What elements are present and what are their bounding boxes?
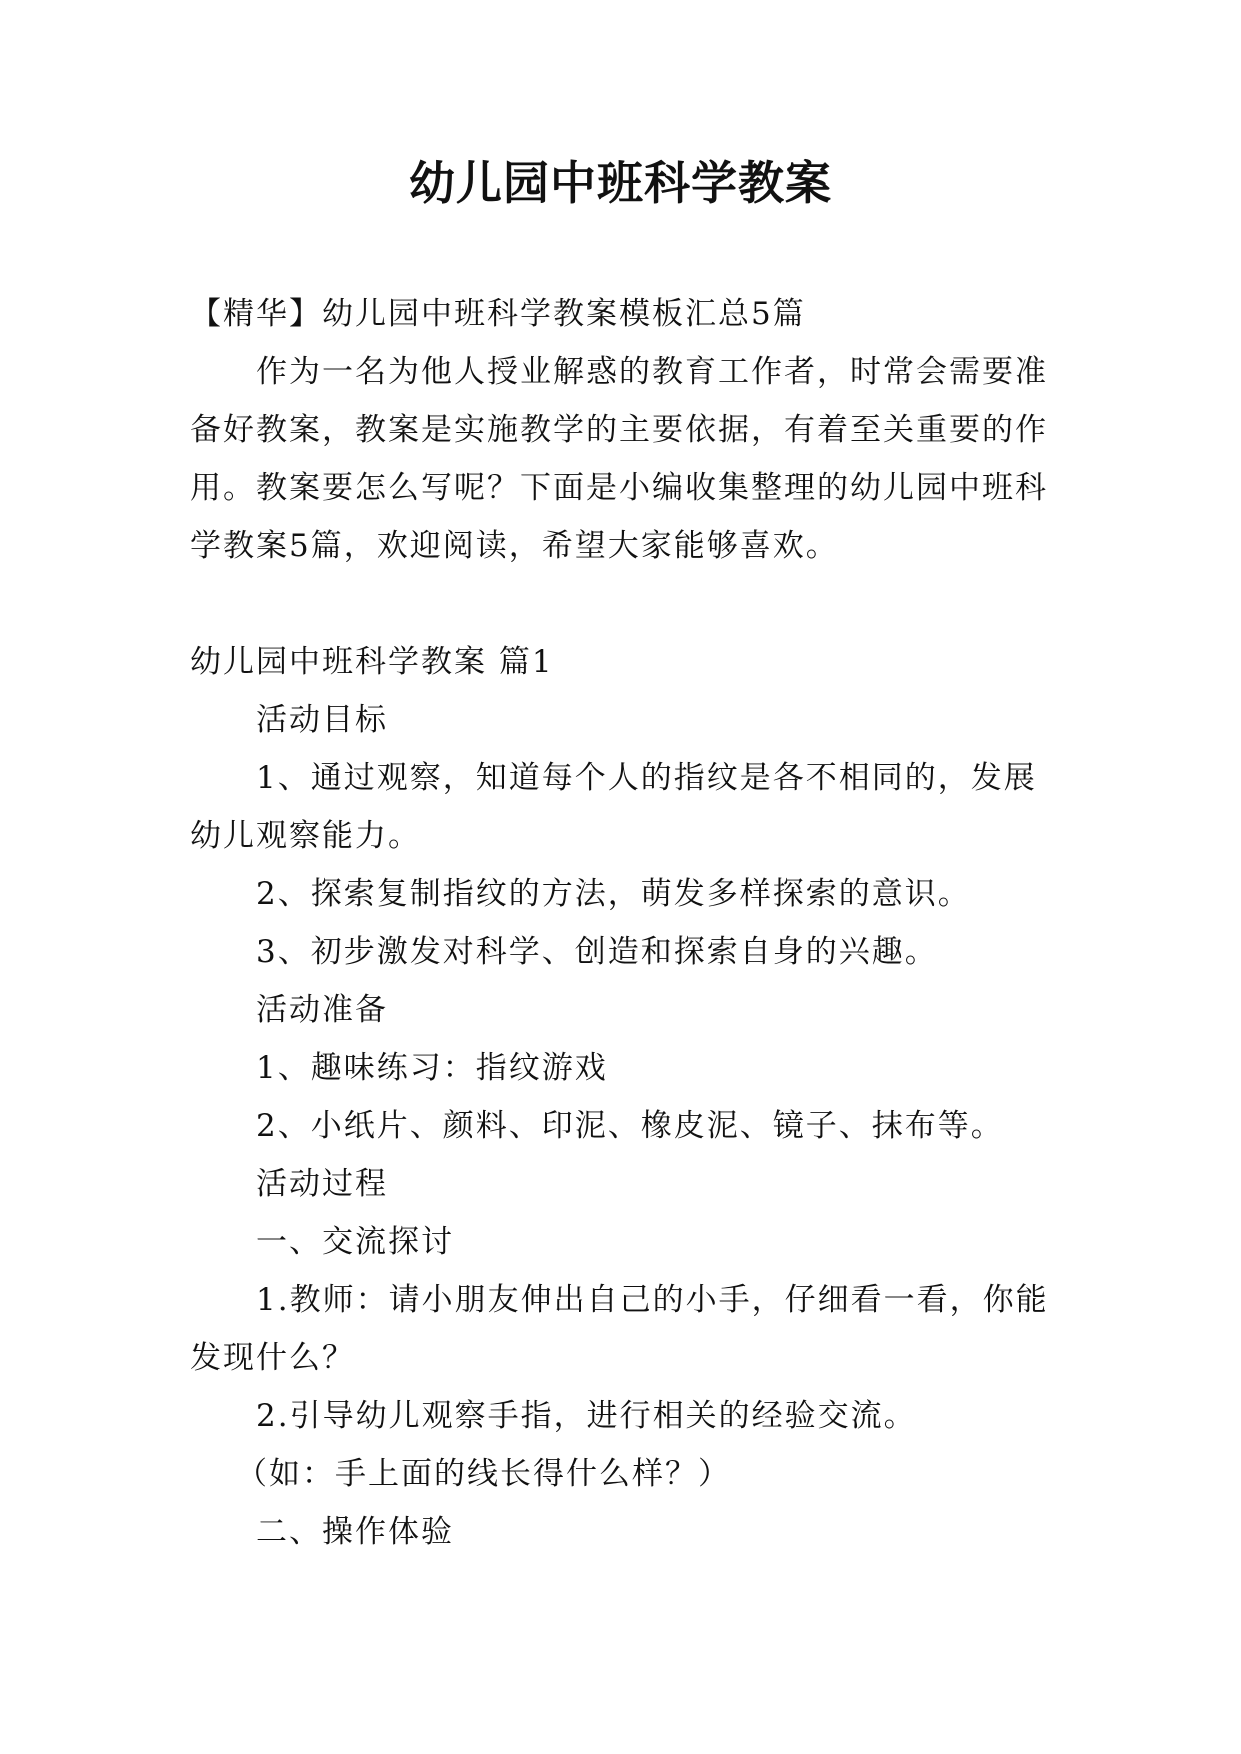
goal-item-1-continued: 幼儿观察能力。 (190, 818, 421, 854)
section-heading: 幼儿园中班科学教案 篇1 (190, 644, 554, 680)
section-label-process: 活动过程 (256, 1166, 388, 1202)
process-step-2-heading: 二、操作体验 (256, 1514, 454, 1550)
paragraph-gap (190, 575, 1050, 633)
intro-line: 备好教案，教案是实施教学的主要依据，有着至关重要的作 (190, 412, 1048, 448)
preparation-item-1: 1、趣味练习：指纹游戏 (256, 1050, 608, 1086)
preparation-item-2: 2、小纸片、颜料、印泥、橡皮泥、镜子、抹布等。 (256, 1108, 1004, 1144)
intro-line: 作为一名为他人授业解惑的教育工作者，时常会需要准 (256, 354, 1048, 390)
process-item-1: 1.教师：请小朋友伸出自己的小手，仔细看一看，你能 (256, 1282, 1049, 1318)
intro-line: 学教案5篇，欢迎阅读，希望大家能够喜欢。 (190, 528, 839, 564)
process-item-2: 2.引导幼儿观察手指，进行相关的经验交流。 (256, 1398, 917, 1434)
section-label-goals: 活动目标 (256, 702, 388, 738)
section-label-preparation: 活动准备 (256, 992, 388, 1028)
process-item-2-note: （如：手上面的线长得什么样？） (236, 1456, 731, 1492)
goal-item-2: 2、探索复制指纹的方法，萌发多样探索的意识。 (256, 876, 971, 912)
intro-line: 用。教案要怎么写呢？下面是小编收集整理的幼儿园中班科 (190, 470, 1048, 506)
process-item-1-continued: 发现什么？ (190, 1340, 355, 1376)
document-body (190, 285, 1050, 1561)
goal-item-3: 3、初步激发对科学、创造和探索自身的兴趣。 (256, 934, 938, 970)
document-title: 幼儿园中班科学教案 (409, 156, 832, 210)
goal-item-1: 1、通过观察，知道每个人的指纹是各不相同的，发展 (256, 760, 1037, 796)
process-step-1-heading: 一、交流探讨 (256, 1224, 454, 1260)
document-subtitle: 【精华】幼儿园中班科学教案模板汇总5篇 (190, 296, 806, 332)
